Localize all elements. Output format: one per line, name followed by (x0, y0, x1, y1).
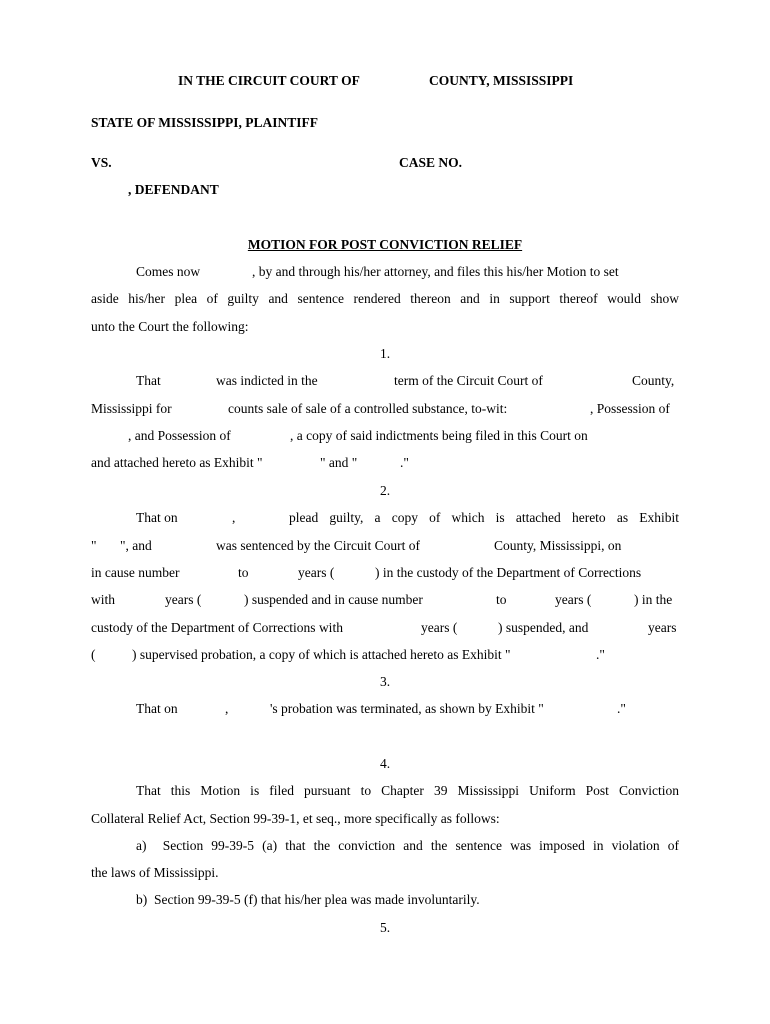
p2-text: years (648, 620, 677, 635)
p1-text: Mississippi for (91, 401, 172, 416)
vs-caption: VS. (91, 155, 112, 170)
p2-text: with (91, 592, 116, 607)
defendant-caption: , DEFENDANT (128, 182, 219, 197)
p4-line-2: Collateral Relief Act, Section 99-39-1, et seq., more specifically as follows: (91, 811, 500, 826)
court-caption-right: COUNTY, MISSISSIPPI (429, 73, 574, 88)
p4-item-b: b) Section 99-39-5 (f) that his/her plea was made involuntarily. (136, 892, 480, 907)
paragraph-number-2: 2. (379, 483, 391, 498)
p2-text: plead guilty, a copy of which is attached hereto as Exhibit (289, 510, 679, 525)
paragraph-number-1: 1. (379, 346, 391, 361)
p3-text: , (225, 701, 229, 716)
p2-text: ) suspended, and (498, 620, 589, 635)
p2-text: ( (91, 647, 96, 662)
p2-text: That on (136, 510, 178, 525)
intro-line-2: aside his/her plea of guilty and sentence rendered thereon and in support thereof would show (91, 291, 679, 306)
p1-text: , a copy of said indictments being filed in this Court on (290, 428, 588, 443)
p1-text: That (136, 373, 161, 388)
p1-text: and attached hereto as Exhibit " (91, 455, 263, 470)
case-number-label: CASE NO. (399, 155, 463, 170)
p2-text: years ( (555, 592, 592, 607)
p3-text: 's probation was terminated, as shown by Exhibit " (270, 701, 544, 716)
paragraph-number-4: 4. (379, 756, 391, 771)
p1-text: County, (632, 373, 675, 388)
p4-item-a-line-2: the laws of Mississippi. (91, 865, 219, 880)
p2-text: " (91, 538, 97, 553)
p1-text: , and Possession of (128, 428, 231, 443)
court-caption-left: IN THE CIRCUIT COURT OF (178, 73, 360, 88)
intro-line-1b: , by and through his/her attorney, and files this his/her Motion to set (252, 264, 619, 279)
p1-text: , Possession of (590, 401, 670, 416)
p2-text: was sentenced by the Circuit Court of (216, 538, 420, 553)
document-title: MOTION FOR POST CONVICTION RELIEF (247, 237, 523, 252)
p2-text: ." (596, 647, 605, 662)
p2-text: to (238, 565, 249, 580)
p2-text: custody of the Department of Corrections with (91, 620, 343, 635)
p1-text: counts sale of sale of a controlled substance, to-wit: (228, 401, 508, 416)
p3-text: That on (136, 701, 178, 716)
p4-item-a-line-1: a) Section 99-39-5 (a) that the conviction and the sentence was imposed in violation of (136, 838, 679, 853)
p1-text: was indicted in the (216, 373, 318, 388)
p2-text: County, Mississippi, on (494, 538, 622, 553)
intro-line-1a: Comes now (136, 264, 201, 279)
p1-text: term of the Circuit Court of (394, 373, 543, 388)
p2-text: to (496, 592, 507, 607)
p2-text: in cause number (91, 565, 180, 580)
plaintiff-caption: STATE OF MISSISSIPPI, PLAINTIFF (91, 115, 319, 130)
p2-text: years ( (298, 565, 335, 580)
p2-text: ) supervised probation, a copy of which is attached hereto as Exhibit " (132, 647, 511, 662)
p2-text: ) suspended and in cause number (244, 592, 423, 607)
p2-text: , (232, 510, 236, 525)
p1-text: " and " (320, 455, 358, 470)
p1-text: ." (400, 455, 409, 470)
p2-text: ) in the (634, 592, 673, 607)
p3-text: ." (617, 701, 626, 716)
p2-text: ) in the custody of the Department of Corrections (375, 565, 642, 580)
paragraph-number-5: 5. (379, 920, 391, 935)
intro-line-3: unto the Court the following: (91, 319, 249, 334)
p2-text: years ( (165, 592, 202, 607)
paragraph-number-3: 3. (379, 674, 391, 689)
p2-text: ", and (120, 538, 152, 553)
p2-text: years ( (421, 620, 458, 635)
p4-line-1: That this Motion is filed pursuant to Chapter 39 Mississippi Uniform Post Conviction (136, 783, 679, 798)
